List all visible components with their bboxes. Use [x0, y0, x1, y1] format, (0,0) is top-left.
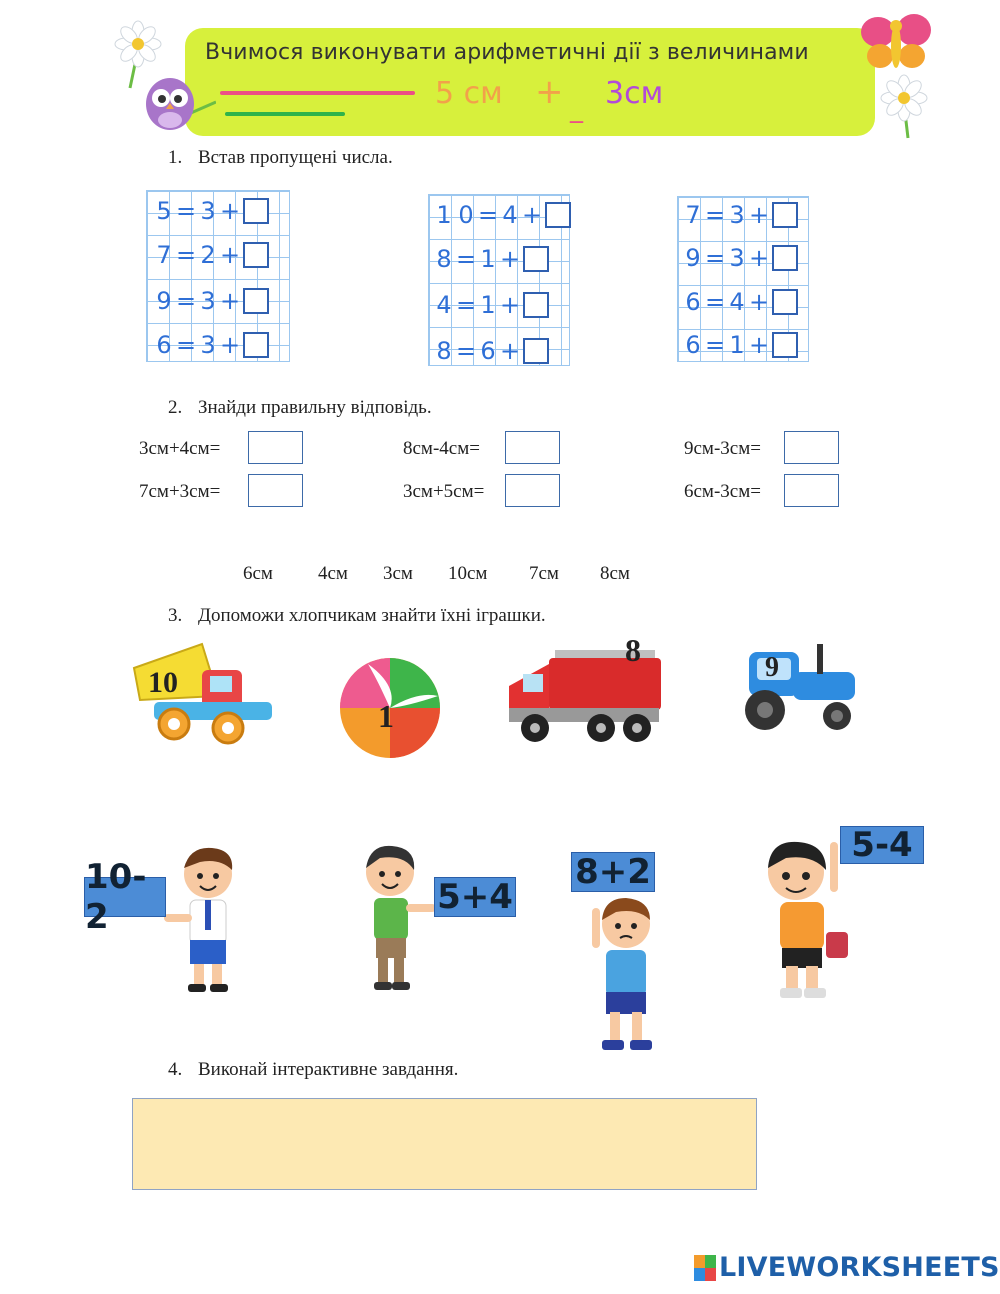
header-banner: [185, 28, 875, 136]
task3-title: 3. Допоможи хлопчикам знайти їхні іграшки.: [168, 605, 546, 626]
toy-number: 9: [765, 652, 779, 683]
fire-truck-toy[interactable]: [505, 632, 665, 751]
answer-box[interactable]: [248, 431, 303, 464]
boy-figure: [350, 840, 440, 995]
expression-card[interactable]: 5+4: [434, 877, 516, 917]
blue-tractor-toy[interactable]: [743, 640, 863, 734]
equation: 7см+3см=: [139, 481, 221, 502]
owl-icon: [144, 72, 216, 134]
grid-row: 7 = 3 +: [682, 199, 798, 231]
answer-square[interactable]: [523, 246, 549, 272]
grid-row: 1 0 = 4 +: [433, 199, 571, 231]
grid-row: 5 = 3 +: [153, 195, 269, 227]
task2-title: 2. Знайди правильну відповідь.: [168, 397, 432, 418]
grid-row: 6 = 1 +: [682, 329, 798, 361]
liveworksheets-logo: [694, 1252, 1000, 1283]
expression-card[interactable]: 5-4: [840, 826, 924, 864]
boy-figure: [746, 832, 861, 1002]
daisy-icon: [878, 74, 930, 140]
brand-name: LIVEWORKSHEETS: [719, 1252, 1000, 1283]
grid-row: 4 = 1 +: [433, 289, 549, 321]
page-title: Вчимося виконувати арифметичні дії з величинами: [205, 40, 809, 65]
answer-square[interactable]: [243, 288, 269, 314]
toy-number: 8: [625, 632, 641, 668]
answer-box[interactable]: [505, 431, 560, 464]
boy-figure: [160, 842, 255, 997]
dump-truck-toy[interactable]: [130, 640, 275, 745]
answer-square[interactable]: [772, 202, 798, 228]
equation: 3см+4см=: [139, 438, 221, 459]
answer-box[interactable]: [505, 474, 560, 507]
grid-row: 8 = 6 +: [433, 335, 549, 367]
answer-square[interactable]: [772, 289, 798, 315]
banner-expr-minus: _: [570, 94, 583, 124]
answer-option[interactable]: 4см: [318, 563, 348, 584]
answer-option[interactable]: 10см: [448, 563, 488, 584]
banner-expr-a: 5 см: [435, 76, 503, 111]
grid-row: 6 = 3 +: [153, 329, 269, 361]
tractor-icon: [743, 640, 863, 734]
grid-row: 8 = 1 +: [433, 243, 549, 275]
boy-figure: [580, 892, 680, 1057]
fire-truck-icon: [505, 636, 665, 751]
answer-box[interactable]: [784, 431, 839, 464]
expression-card[interactable]: 8+2: [571, 852, 655, 892]
answer-square[interactable]: [243, 242, 269, 268]
answer-square[interactable]: [772, 332, 798, 358]
equation: 9см-3см=: [684, 438, 761, 459]
green-underline: [225, 112, 345, 116]
banner-expr-b: 3см: [605, 76, 664, 111]
answer-square[interactable]: [772, 245, 798, 271]
task1-grid-1: [146, 190, 290, 362]
banner-expr-plus: +: [535, 72, 564, 112]
answer-option[interactable]: 6см: [243, 563, 273, 584]
task4-title: 4. Виконай інтерактивне завдання.: [168, 1059, 459, 1080]
answer-square[interactable]: [243, 332, 269, 358]
grid-row: 7 = 2 +: [153, 239, 269, 271]
answer-option[interactable]: 8см: [600, 563, 630, 584]
equation: 3см+5см=: [403, 481, 485, 502]
task1-title: 1. Встав пропущені числа.: [168, 147, 393, 168]
equation: 6см-3см=: [684, 481, 761, 502]
answer-square[interactable]: [523, 338, 549, 364]
task1-grid-2: [428, 194, 570, 366]
answer-square[interactable]: [243, 198, 269, 224]
grid-row: 6 = 4 +: [682, 286, 798, 318]
grid-row: 9 = 3 +: [153, 285, 269, 317]
answer-option[interactable]: 7см: [529, 563, 559, 584]
toy-number: 1: [378, 698, 394, 734]
pink-underline: [220, 91, 415, 95]
answer-square[interactable]: [545, 202, 571, 228]
toy-number: 10: [148, 666, 178, 699]
equation: 8см-4см=: [403, 438, 480, 459]
grid-row: 9 = 3 +: [682, 242, 798, 274]
butterfly-icon: [856, 10, 936, 80]
answer-box[interactable]: [248, 474, 303, 507]
logo-mark-icon: [694, 1255, 716, 1281]
expression-card[interactable]: 10-2: [84, 877, 166, 917]
answer-box[interactable]: [784, 474, 839, 507]
answer-option[interactable]: 3см: [383, 563, 413, 584]
task1-grid-3: [677, 196, 809, 362]
interactive-task-area[interactable]: [132, 1098, 757, 1190]
answer-square[interactable]: [523, 292, 549, 318]
beach-ball-toy[interactable]: [338, 656, 442, 760]
